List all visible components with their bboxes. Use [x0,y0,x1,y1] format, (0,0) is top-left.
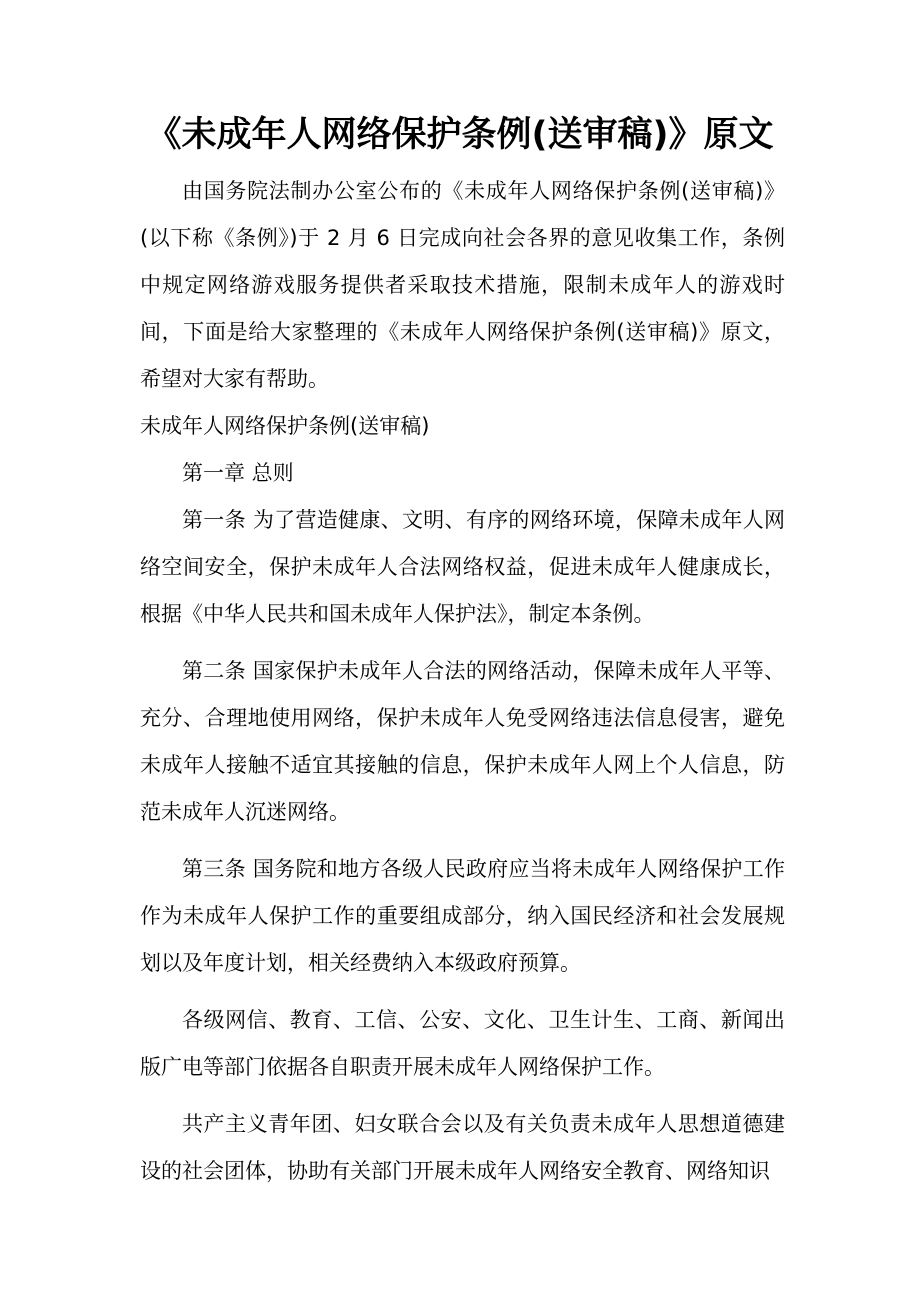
intro-paragraph: 由国务院法制办公室公布的《未成年人网络保护条例(送审稿)》(以下称《条例》)于 2 月 6 日完成向社会各界的意见收集工作，条例中规定网络游戏服务提供者采取技术措施，限制未成年人的游戏时间，下面是给大家整理的《未成年人网络保护条例(送审稿)》原文，希望对大家有帮助。 [140,179,785,391]
document-title: 《未成年人网络保护条例(送审稿)》原文 [146,115,774,155]
article-paragraph: 第一条 为了营造健康、文明、有序的网络环境，保障未成年人网络空间安全，保护未成年人合法网络权益，促进未成年人健康成长，根据《中华人民共和国未成年人保护法》，制定本条例。 [140,508,785,626]
chapter-heading: 第一章 总则 [182,461,294,485]
regulation-heading: 未成年人网络保护条例(送审稿) [140,414,430,438]
article-paragraph: 第三条 国务院和地方各级人民政府应当将未成年人网络保护工作作为未成年人保护工作的重要组成部分，纳入国民经济和社会发展规划以及年度计划，相关经费纳入本级政府预算。 [140,857,785,975]
article-paragraph: 各级网信、教育、工信、公安、文化、卫生计生、工商、新闻出版广电等部门依据各自职责开展未成年人网络保护工作。 [140,1008,785,1079]
article-paragraph: 第二条 国家保护未成年人合法的网络活动，保障未成年人平等、充分、合理地使用网络，保护未成年人免受网络违法信息侵害，避免未成年人接触不适宜其接触的信息，保护未成年人网上个人信息，防范未成年人沉迷网络。 [140,659,785,824]
document-body [140,168,785,1195]
article-paragraph: 共产主义青年团、妇女联合会以及有关负责未成年人思想道德建设的社会团体，协助有关部门开展未成年人网络安全教育、网络知识 [140,1112,785,1183]
